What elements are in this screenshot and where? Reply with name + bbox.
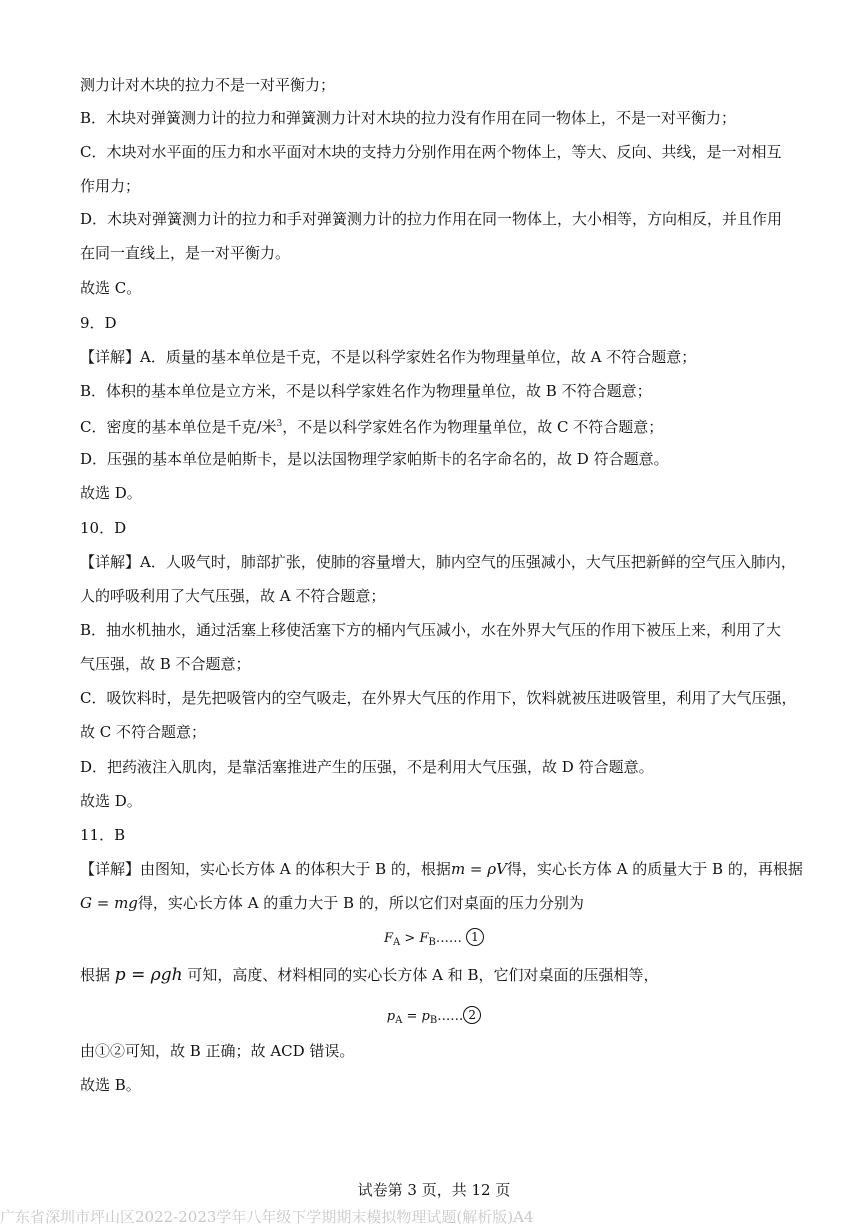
page-footer: 试卷第 3 页，共 12 页	[357, 1181, 511, 1199]
eq-symbol: p	[421, 1009, 430, 1024]
text-line: B．木块对弹簧测力计的拉力和弹簧测力计对木块的拉力没有作用在同一物体上，不是一对平衡力；	[80, 109, 737, 127]
text-line: 测力计对木块的拉力不是一对平衡力；	[80, 76, 336, 94]
formula-weight: G = mg	[80, 894, 138, 912]
text-line-q11-3	[80, 965, 800, 985]
text-line: D．压强的基本单位是帕斯卡，是以法国物理学家帕斯卡的名字命名的，故 D 符合题意。	[80, 450, 669, 468]
q11-text: 得，实心长方体 A 的质量大于 B 的，再根据	[506, 860, 803, 878]
eq-symbol: F	[384, 931, 394, 946]
circled-number: 1	[466, 928, 484, 946]
eq-sub: A	[395, 1015, 403, 1026]
text-line: 作用力；	[80, 177, 141, 195]
question-number: 11．B	[80, 826, 126, 844]
eq-op: =	[402, 1009, 422, 1024]
text-line: C．木块对水平面的压力和水平面对木块的支持力分别作用在两个物体上，等大、反向、共线，是一对相互	[80, 143, 782, 161]
watermark-text: 广东省深圳市坪山区2022-2023学年八年级下学期期末模拟物理试题(解析版)A4	[0, 1208, 534, 1226]
q11-text: 【详解】由图知，实心长方体 A 的体积大于 B 的，根据	[80, 860, 451, 878]
text-line: 故选 C。	[80, 279, 142, 297]
text-line: 故选 D。	[80, 484, 142, 502]
text-line: 故 C 不符合题意；	[80, 723, 207, 741]
eq-dots: ……	[435, 931, 462, 946]
circled-number: 2	[463, 1006, 481, 1024]
eq-op: >	[400, 931, 420, 946]
text-line-q11-1	[80, 859, 803, 879]
text-line: 由①②可知，故 B 正确；故 ACD 错误。	[80, 1042, 355, 1060]
q11-text: 根据	[80, 966, 111, 984]
eq-sub: A	[393, 937, 401, 948]
text-line: B．抽水机抽水，通过活塞上移使活塞下方的桶内气压减小，水在外界大气压的作用下被压上来，利用了大	[80, 621, 782, 639]
eq-symbol: p	[386, 1009, 396, 1024]
text-line: 故选 B。	[80, 1076, 141, 1094]
question-number: 10．D	[80, 519, 127, 537]
text-line: 【详解】A．质量的基本单位是千克，不是以科学家姓名作为物理量单位，故 A 不符合题意；	[80, 348, 697, 366]
q11-text: 可知，高度、材料相同的实心长方体 A 和 B，它们对桌面的压强相等，	[187, 966, 659, 984]
formula-mass: m = ρV	[450, 860, 507, 878]
formula-pressure: p = ρgh	[114, 965, 183, 985]
eq-symbol: F	[419, 931, 429, 946]
equation-1	[0, 928, 868, 953]
q11-text: 得，实心长方体 A 的重力大于 B 的，所以它们对桌面的压力分别为	[137, 894, 584, 912]
equation-2	[0, 1006, 868, 1031]
text-line: 故选 D。	[80, 792, 142, 810]
text-line: D．木块对弹簧测力计的拉力和手对弹簧测力计的拉力作用在同一物体上，大小相等，方向相反，并且作用	[80, 210, 783, 228]
eq-sub: B	[429, 1015, 438, 1026]
question-number: 9．D	[80, 314, 117, 332]
text-line: 人的呼吸利用了大气压强，故 A 不符合题意；	[80, 587, 386, 605]
text-line: 气压强，故 B 不合题意；	[80, 655, 251, 673]
density-prefix: C．密度的基本单位是千克/米	[80, 418, 277, 436]
text-line-density	[80, 414, 800, 437]
density-sup: 3	[276, 419, 283, 429]
text-line: D．把药液注入肌肉，是靠活塞推进产生的压强，不是利用大气压强，故 D 符合题意。	[80, 758, 654, 776]
text-line: 【详解】A．人吸气时，肺部扩张，使肺的容量增大，肺内空气的压强减小，大气压把新鲜的空气压入肺内，	[80, 553, 796, 571]
text-line: C．吸饮料时，是先把吸管内的空气吸走，在外界大气压的作用下，饮料就被压进吸管里，利用了大气压强，	[80, 689, 797, 707]
eq-dots: ……	[437, 1009, 464, 1024]
text-line: B．体积的基本单位是立方米，不是以科学家姓名作为物理量单位，故 B 不符合题意；	[80, 382, 652, 400]
eq-sub: B	[428, 937, 436, 948]
density-suffix: ，不是以科学家姓名作为物理量单位，故 C 不符合题意；	[282, 418, 664, 436]
text-line-q11-2	[80, 893, 800, 913]
text-line: 在同一直线上，是一对平衡力。	[80, 244, 291, 262]
